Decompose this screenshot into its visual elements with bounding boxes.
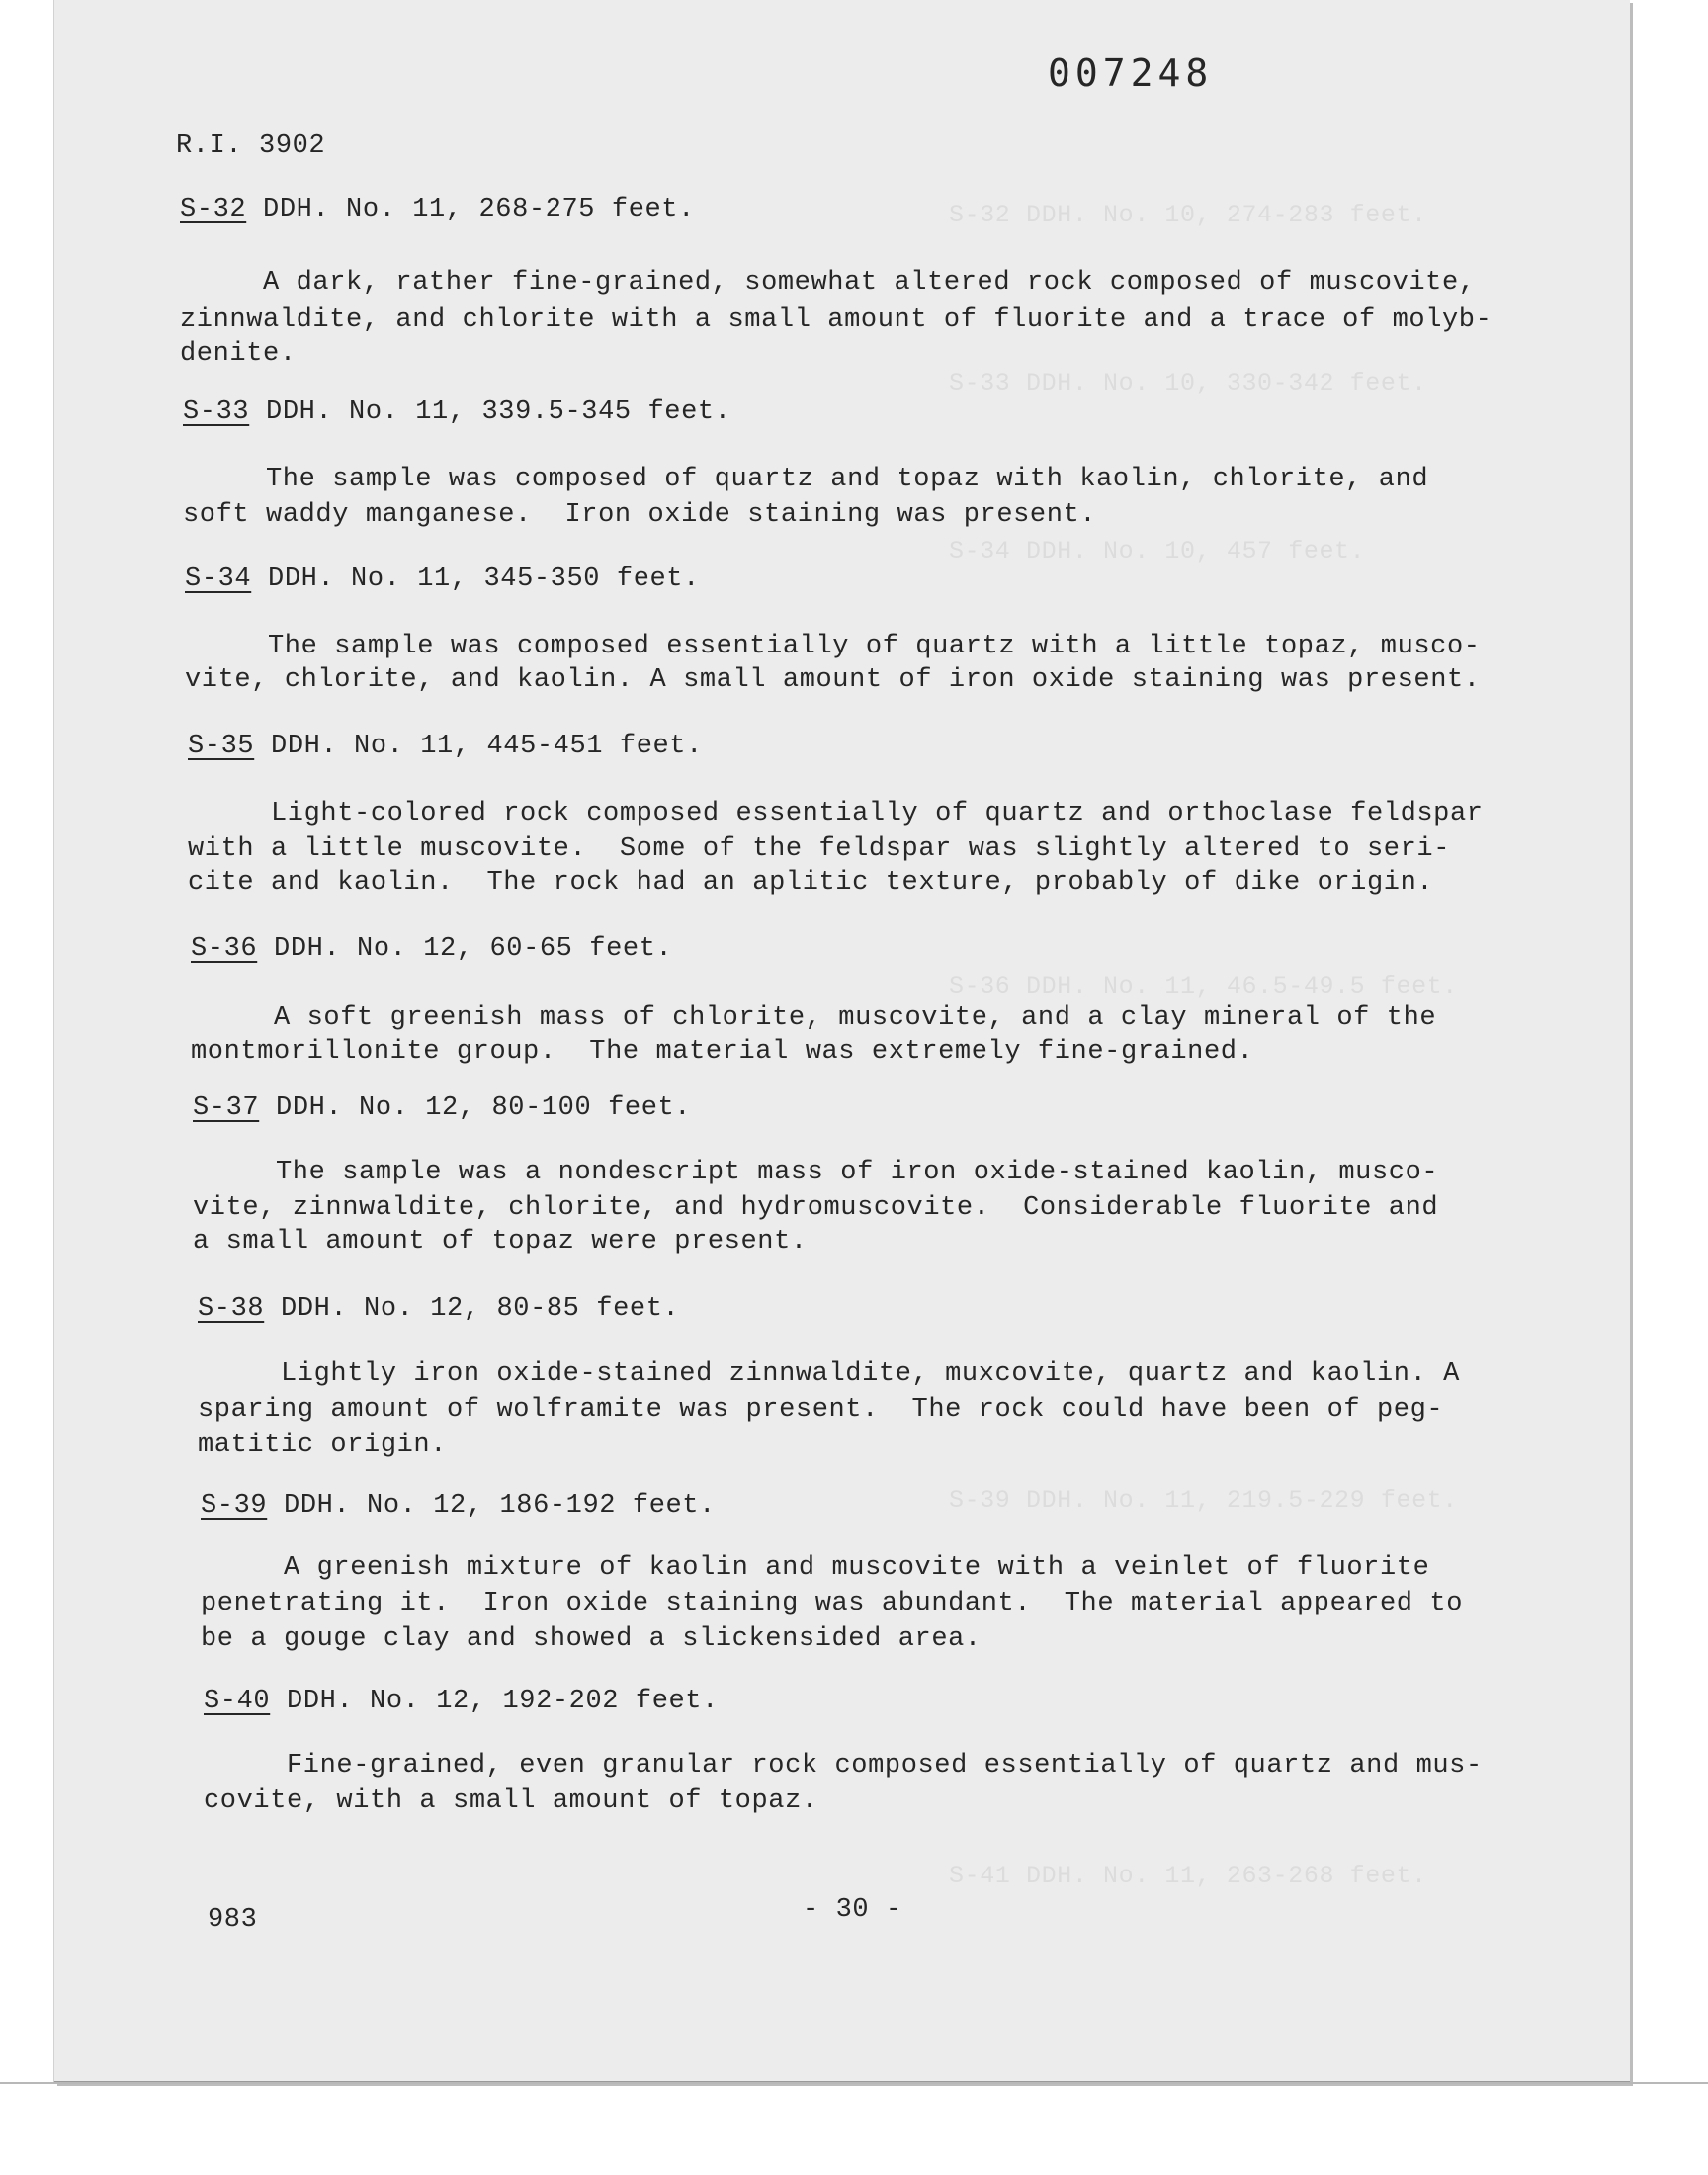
sample-heading [198, 1291, 679, 1327]
bleed-through-text: S-41 DDH. No. 11, 263-268 feet. [949, 1862, 1427, 1890]
sample-heading [180, 192, 695, 227]
sample-description-line: vite, chlorite, and kaolin. A small amount of iron oxide staining was present. [185, 665, 1481, 695]
sample-label: S-34 [185, 565, 252, 594]
sample-label: S-40 [204, 1687, 271, 1716]
sample-label: S-37 [193, 1093, 260, 1123]
bleed-through-text: S-36 DDH. No. 11, 46.5-49.5 feet. [949, 972, 1458, 1000]
sample-label: S-32 [180, 195, 247, 224]
sample-description-line: vite, zinnwaldite, chlorite, and hydromuscovite. Considerable fluorite and [193, 1193, 1439, 1223]
sample-location: DDH. No. 12, 80-85 feet. [281, 1294, 680, 1324]
bleed-through-text: S-33 DDH. No. 10, 330-342 feet. [949, 369, 1427, 397]
sample-description-line: denite. [180, 339, 297, 369]
sample-description-line: montmorillonite group. The material was extremely fine-grained. [191, 1037, 1254, 1067]
sample-location: DDH. No. 11, 268-275 feet. [263, 195, 695, 224]
sample-description-line: soft waddy manganese. Iron oxide staining was present. [183, 500, 1097, 530]
sample-description-line: A soft greenish mass of chlorite, muscovite, and a clay mineral of the [274, 1003, 1437, 1033]
sample-label: S-35 [188, 732, 255, 761]
sample-label: S-36 [191, 934, 258, 964]
sample-description-line: A dark, rather fine-grained, somewhat altered rock composed of muscovite, [263, 268, 1476, 298]
sample-location: DDH. No. 12, 186-192 feet. [284, 1491, 716, 1521]
sample-description-line: a small amount of topaz were present. [193, 1227, 808, 1257]
sample-description-line: matitic origin. [198, 1431, 448, 1460]
sample-location: DDH. No. 11, 445-451 feet. [271, 732, 703, 761]
sample-label: S-33 [183, 397, 250, 427]
report-id: R.I. 3902 [176, 131, 326, 161]
sample-location: DDH. No. 11, 345-350 feet. [268, 565, 700, 594]
sample-heading [188, 729, 703, 764]
sample-description-line: A greenish mixture of kaolin and muscovite with a veinlet of fluorite [284, 1553, 1430, 1583]
sample-heading [183, 394, 731, 430]
bleed-through-text: S-39 DDH. No. 11, 219.5-229 feet. [949, 1486, 1458, 1515]
document-stamp-number: 007248 [1048, 51, 1214, 95]
sample-description-line: Fine-grained, even granular rock composed essentially of quartz and mus- [287, 1751, 1483, 1781]
sample-label: S-38 [198, 1294, 265, 1324]
sample-description-line: penetrating it. Iron oxide staining was abundant. The material appeared to [201, 1589, 1463, 1618]
sample-heading [204, 1684, 719, 1719]
sample-heading [185, 562, 700, 597]
sample-location: DDH. No. 11, 339.5-345 feet. [266, 397, 731, 427]
sample-label: S-39 [201, 1491, 268, 1521]
sample-description-line: with a little muscovite. Some of the feldspar was slightly altered to seri- [188, 834, 1450, 864]
sample-description-line: The sample was composed of quartz and topaz with kaolin, chlorite, and [266, 465, 1429, 494]
sample-description-line: be a gouge clay and showed a slickensided area. [201, 1624, 982, 1654]
sample-heading [193, 1090, 691, 1126]
sample-heading [201, 1488, 716, 1523]
page-number: - 30 - [803, 1895, 902, 1925]
sample-location: DDH. No. 12, 192-202 feet. [287, 1687, 719, 1716]
sample-description-line: Light-colored rock composed essentially of quartz and orthoclase feldspar [271, 799, 1484, 828]
sample-description-line: covite, with a small amount of topaz. [204, 1786, 818, 1816]
sample-description-line: The sample was a nondescript mass of iron oxide-stained kaolin, musco- [276, 1158, 1439, 1187]
bleed-through-text: S-32 DDH. No. 10, 274-283 feet. [949, 201, 1427, 229]
sample-description-line: cite and kaolin. The rock had an aplitic texture, probably of dike origin. [188, 868, 1434, 898]
sample-description-line: zinnwaldite, and chlorite with a small amount of fluorite and a trace of molyb- [180, 305, 1493, 335]
footer-code: 983 [208, 1905, 258, 1935]
bleed-through-text: S-34 DDH. No. 10, 457 feet. [949, 537, 1366, 566]
sample-description-line: Lightly iron oxide-stained zinnwaldite, muxcovite, quartz and kaolin. A [281, 1359, 1460, 1389]
scan-edge [0, 2082, 1708, 2084]
sample-heading [191, 931, 672, 967]
sample-location: DDH. No. 12, 80-100 feet. [276, 1093, 692, 1123]
sample-location: DDH. No. 12, 60-65 feet. [274, 934, 673, 964]
sample-description-line: The sample was composed essentially of quartz with a little topaz, musco- [268, 632, 1481, 661]
sample-description-line: sparing amount of wolframite was present. The rock could have been of peg- [198, 1395, 1444, 1425]
